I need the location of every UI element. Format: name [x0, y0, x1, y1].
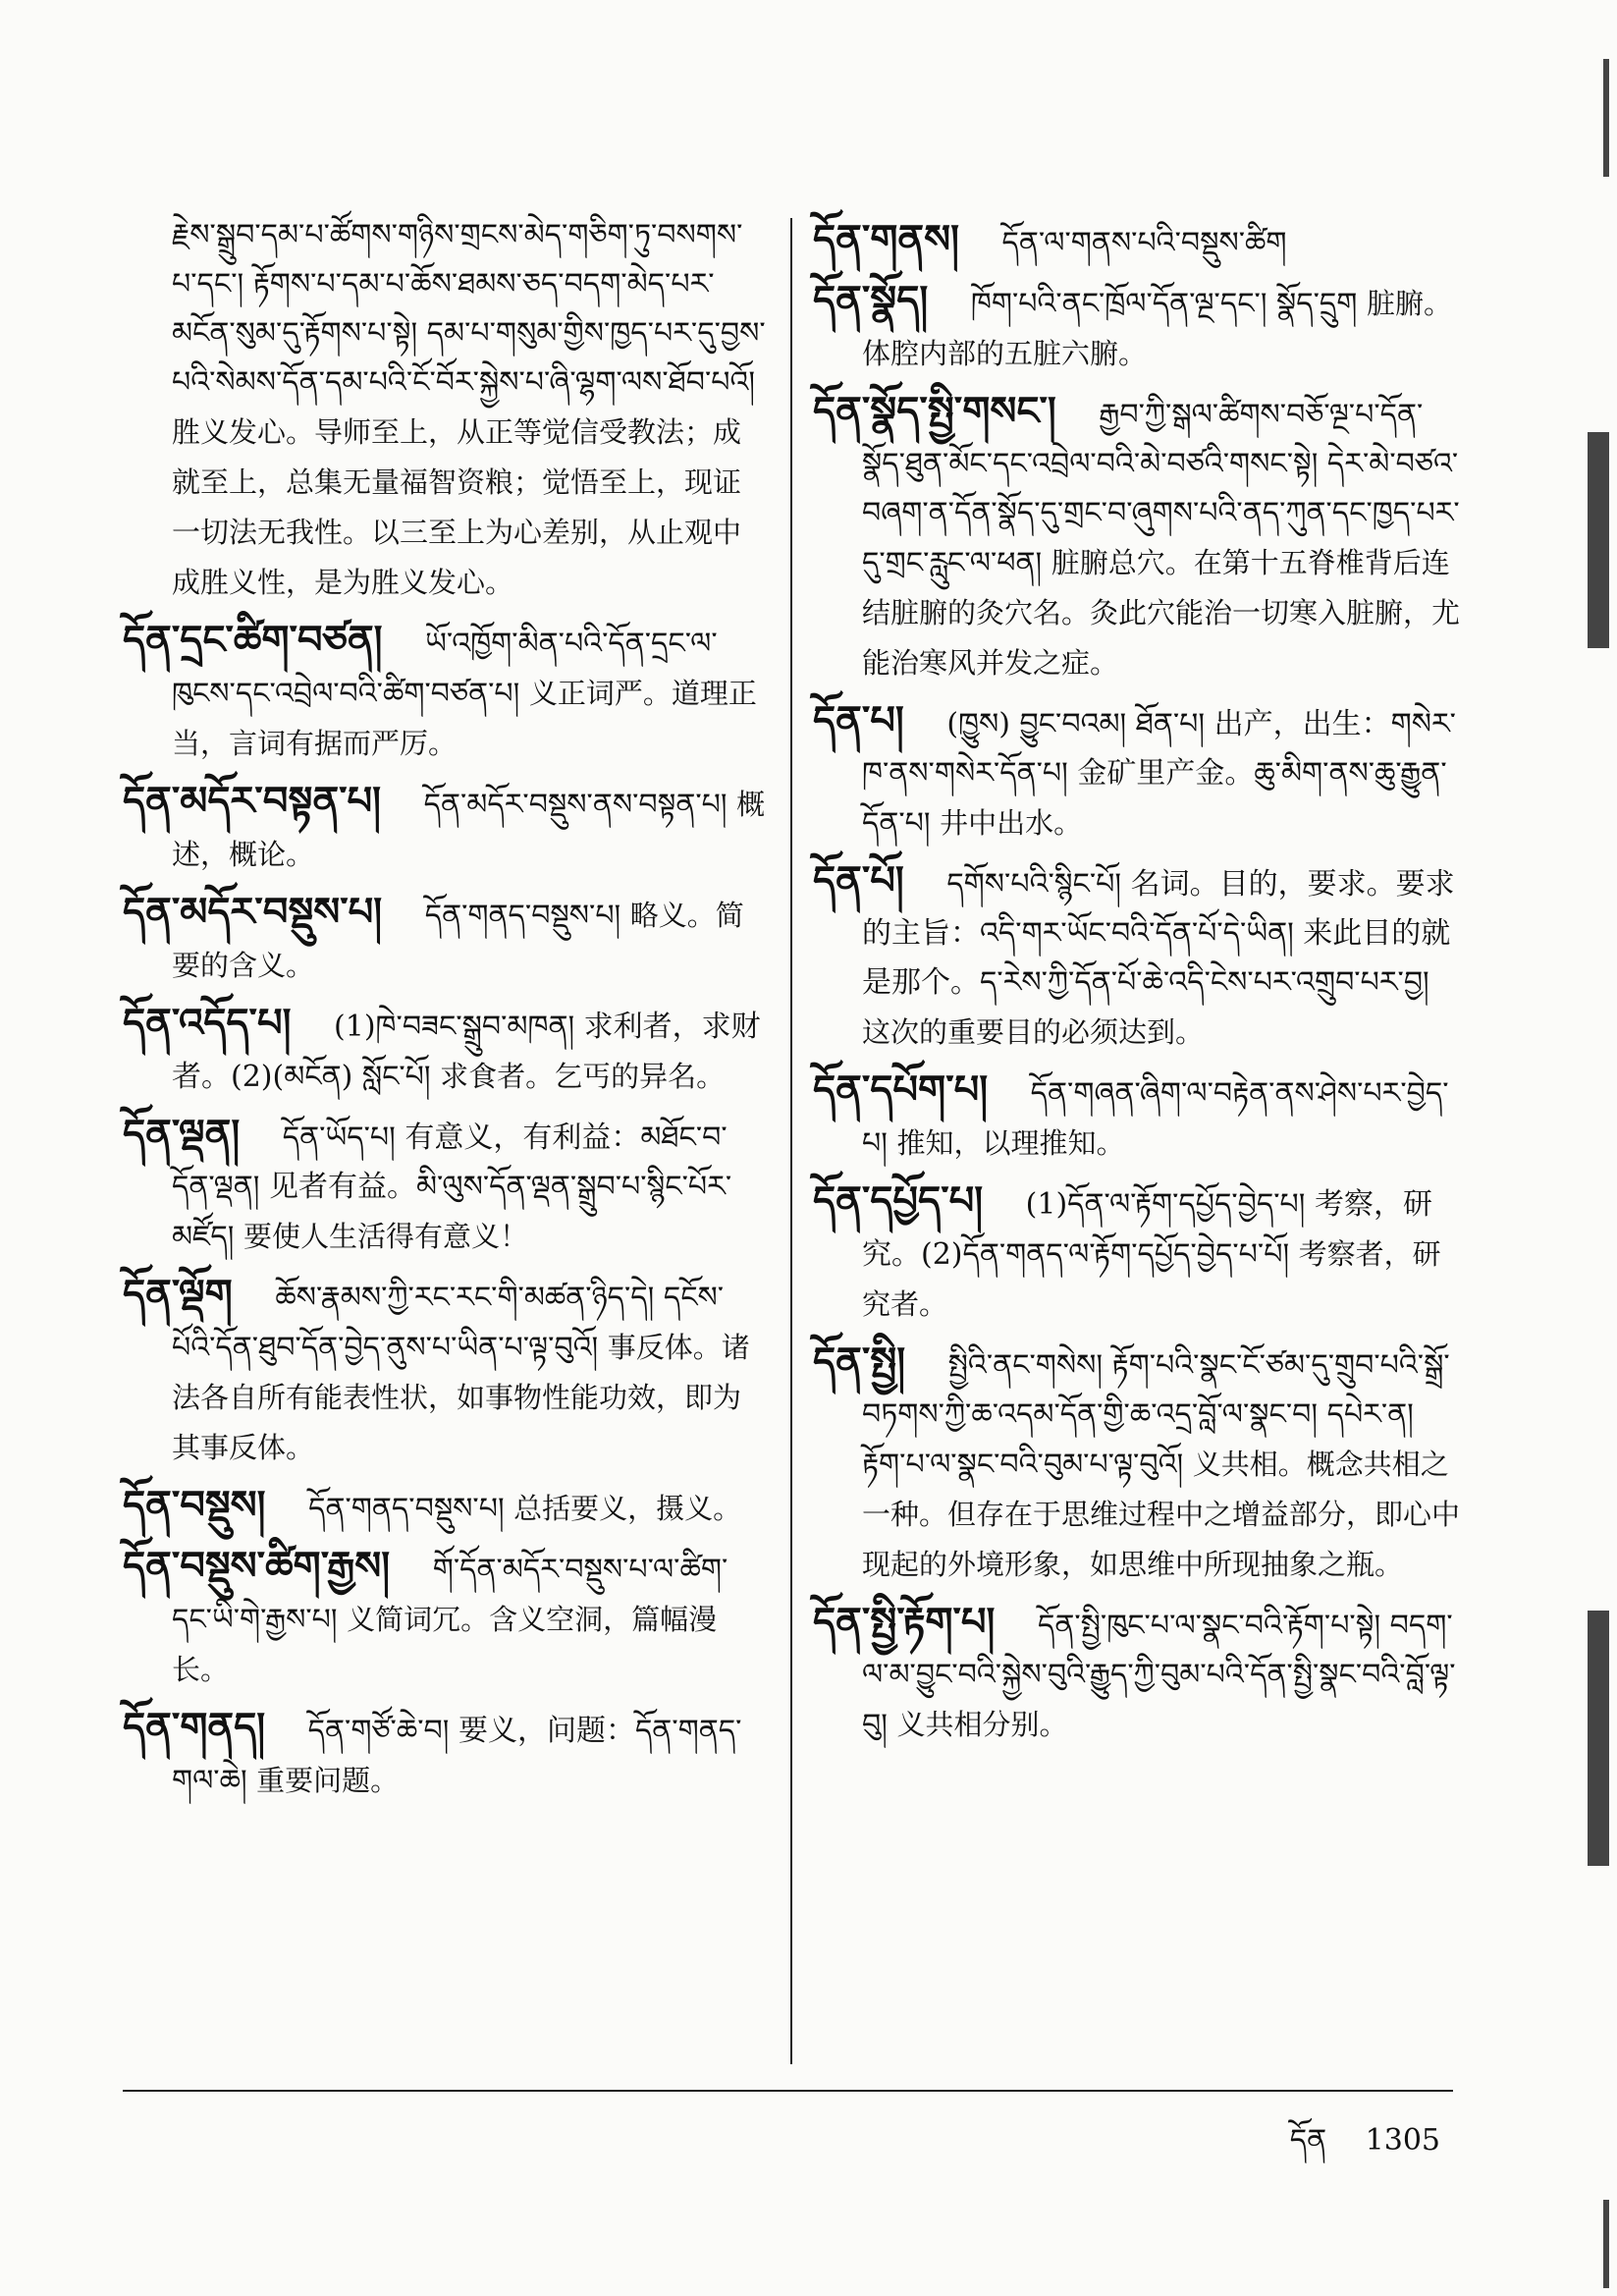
- entry-headword: དོན་དཔྱོད་པ།: [813, 1177, 984, 1224]
- scan-mark: [1603, 59, 1609, 177]
- entry-chinese: 略义。简要的含义。: [172, 899, 744, 982]
- entry-chinese: 义共相。概念共相之一种。但存在于思维过程中之增益部分，即心中现起的外境形象，如思维中所现抽象之瓶。: [862, 1448, 1461, 1581]
- entry-tibetan: དགོས་པའི་སྙིང་པོ། 名词。目的，要求。要求的主旨：འདི་གར་ཡོང་བའི་དོན་པོ་དེ་ཡིན། 来此目的就是那个。ད་རེས་ཀྱི་དོན་པོ་ཆེ་འདི་ངེས་པར་འགྲུབ་པར་བྱ།: [862, 867, 1455, 1000]
- entry-headword: དོན་མདོར་བསྡུས་པ།: [123, 889, 383, 935]
- dictionary-entry: [123, 1703, 766, 1806]
- entry-tibetan: དོན་སྤྱི་ཁུང་པ་ལ་སྣང་བའི་རྟོག་པ་སྟེ། བདག་ལ་མ་བྱུང་བའི་སྐྱེས་བུའི་རྒྱུད་ཀྱི་བུམ་པའི་དོན་སྤྱི་སྣང་བའི་བློ་ལྟ་བུ།: [862, 1609, 1456, 1742]
- entry-chinese: 概述，概论。: [172, 788, 766, 871]
- entry-headword: དོན་དྲང་ཚིག་བཙན།: [123, 617, 383, 663]
- entry-chinese: 脏腑总穴。在第十五脊椎背后连结脏腑的灸穴名。灸此穴能治一切寒入脏腑，尤能治寒风并发之症。: [862, 546, 1461, 680]
- entry-tibetan: (ཁྱུས) བྱུང་བའམ། ཐོན་པ། 出产，出生：གསེར་ཁ་ནས་གསེར་དོན་པ། 金矿里产金。ཆུ་མིག་ནས་ཆུ་རྒྱུན་དོན་པ།: [862, 707, 1456, 841]
- dictionary-entry: [813, 856, 1461, 1058]
- entry-chinese: 求食者。乞丐的异名。: [440, 1060, 726, 1093]
- footer-section-label: དོན: [1289, 2123, 1327, 2158]
- entry-tibetan: དོན་གཞན་ཞིག་ལ་བརྟེན་ནས་ཤེས་པར་བྱེད་པ།: [862, 1076, 1449, 1161]
- dictionary-entry: [813, 1598, 1461, 1750]
- entry-chinese: 胜义发心。导师至上，从正等觉信受教法；成就至上，总集无量福智资粮；觉悟至上，现证一切法无我性。以三至上为心差别，从止观中成胜义性，是为胜义发心。: [172, 415, 742, 599]
- dictionary-entry: [813, 1066, 1461, 1169]
- entry-headword: དོན་ལྡན།: [123, 1111, 241, 1157]
- continuation-text: [123, 211, 766, 608]
- dictionary-entry: [813, 1338, 1461, 1590]
- dictionary-entry: [123, 1542, 766, 1695]
- entry-tibetan: དོན་གནད་བསྡུས་པ།: [424, 899, 621, 933]
- scan-mark: [1603, 2200, 1609, 2288]
- dictionary-entry: [123, 616, 766, 769]
- footer-rule: [123, 2090, 1453, 2092]
- entry-headword: དོན་ལྡོག: [123, 1271, 233, 1317]
- dictionary-entry: [123, 1110, 766, 1262]
- dictionary-entry: [123, 1481, 766, 1534]
- column-divider: [790, 218, 792, 2064]
- entry-chinese: 义简词冗。含义空洞，篇幅漫长。: [172, 1603, 718, 1686]
- dictionary-entry: [123, 999, 766, 1102]
- dictionary-entry: [813, 276, 1461, 379]
- entry-headword: དོན་བསྡུས་ཚིག་རྒྱས།: [123, 1543, 391, 1589]
- entry-tibetan: དོན་མདོར་བསྡུས་ནས་བསྟན་པ།: [423, 788, 728, 822]
- dictionary-entry: [123, 777, 766, 880]
- entry-headword: དོན་འདོད་པ།: [123, 1000, 292, 1046]
- entry-headword: དོན་སྣོད་སྤྱི་གསང་།: [813, 388, 1056, 434]
- entry-chinese: 这次的重要目的必须达到。: [862, 1015, 1205, 1049]
- page-footer: [1261, 2107, 1440, 2190]
- entry-headword: དོན་སྤྱི།: [813, 1339, 906, 1385]
- entry-chinese: 总括要义，摄义。: [513, 1492, 742, 1525]
- dictionary-entry: [813, 215, 1461, 268]
- entry-tibetan: གོ་དོན་མདོར་བསྡུས་པ་ལ་ཚིག་དང་ཡི་གེ་རྒྱས་པ།: [172, 1553, 728, 1637]
- dictionary-entry: [813, 1176, 1461, 1330]
- entry-tibetan: དོན་ལ་གནས་པའི་བསྡུས་ཚིག: [1001, 226, 1287, 260]
- dictionary-entry: [123, 888, 766, 991]
- entry-headword: དོན་པོ།: [813, 857, 904, 903]
- right-column: [813, 211, 1461, 1758]
- entry-chinese: 义正词严。道理正当，言词有据而严厉。: [172, 677, 757, 760]
- entry-chinese: 考察者，研究者。: [862, 1237, 1441, 1321]
- dictionary-entry: [813, 696, 1461, 848]
- entry-headword: དོན་སྣོད།: [813, 277, 929, 323]
- entry-headword: དོན་གནས།: [813, 216, 959, 262]
- page-number: 1305: [1365, 2123, 1440, 2158]
- scan-mark: [1588, 432, 1609, 648]
- entry-tibetan: དོན་ཡོད་པ། 有意义，有利益：མཐོང་བ་དོན་ལྡན། 见者有益。མི་ལུས་དོན་ལྡན་སྒྲུབ་པ་སྙིང་པོར་མཛོད།: [172, 1121, 732, 1254]
- scan-edge-marks: [1578, 0, 1617, 2296]
- entry-headword: དོན་དཔོག་པ།: [813, 1066, 989, 1113]
- entry-tibetan: དོན་གཙོ་ཆེ་བ། 要义，问题：དོན་གནད་གལ་ཆེ།: [172, 1714, 742, 1798]
- entry-tibetan: རྒྱབ་ཀྱི་སྒལ་ཚིགས་བཅོ་ལྔ་པ་དོན་སྣོད་ཐུན་མོང་དང་འབྲེལ་བའི་མེ་བཙའི་གསང་སྟེ། དེར་མེ་བཙའ་བཞག་ན་དོན་སྣོད་དུ་གྲང་བ་ཞུགས་པའི་ནད་ཀུན་དང་ཁྱད་པར་དུ་གྲང་རླུང་ལ་ཕན།: [862, 398, 1460, 580]
- entry-headword: དོན་པ།: [813, 697, 904, 743]
- entry-tibetan: རྗེས་སྒྲུབ་དམ་པ་ཚོགས་གཉིས་གྲངས་མེད་གཅིག་ཏུ་བསགས་པ་དང་། རྟོགས་པ་དམ་པ་ཆོས་ཐམས་ཅད་བདག་མེད་པར་མངོན་སུམ་དུ་རྟོགས་པ་སྟེ། དམ་པ་གསུམ་གྱིས་ཁྱད་པར་དུ་བྱས་པའི་སེམས་དོན་དམ་པའི་ངོ་བོར་སྐྱེས་པ་ཞི་ལྷག་ལས་ཐོབ་པའོ།: [172, 218, 766, 400]
- entry-tibetan: ཡོ་འཁྱོག་མིན་པའི་དོན་དྲང་ལ་ཁུངས་དང་འབྲེལ་བའི་ཚིག་བཙན་པ།: [172, 627, 718, 711]
- entry-chinese: 脏腑。体腔内部的五脏六腑。: [862, 287, 1452, 370]
- entry-headword: དོན་གནད།: [123, 1704, 266, 1750]
- entry-headword: དོན་མདོར་བསྟན་པ།: [123, 778, 382, 824]
- entry-tibetan: ཁོག་པའི་ནང་ཁྲོལ་དོན་ལྔ་དང་། སྣོད་དྲུག: [970, 287, 1358, 321]
- entry-headword: དོན་བསྡུས།: [123, 1482, 266, 1528]
- entry-chinese: 井中出水。: [940, 806, 1083, 840]
- entry-tibetan: སྤྱིའི་ནང་གསེས། རྟོག་པའི་སྣང་ངོ་ཙམ་དུ་གྲུབ་པའི་སྒྲོ་བཏགས་ཀྱི་ཆ་འདམ་དོན་གྱི་ཆ་འདྲ་བློ་ལ་སྣང་བ། དཔེར་ན། རྟོག་པ་ལ་སྣང་བའི་བུམ་པ་ལྟ་བུའོ།: [862, 1348, 1450, 1482]
- entry-chinese: 事反体。诸法各自所有能表性状，如事物性能功效，即为其事反体。: [172, 1331, 750, 1464]
- entry-tibetan: དོན་གནད་བསྡུས་པ།: [308, 1492, 505, 1526]
- entry-chinese: 要使人生活得有意义！: [243, 1220, 528, 1253]
- entry-chinese: 义共相分别。: [896, 1708, 1068, 1741]
- entry-tibetan: (1)དོན་ལ་རྟོག་དཔྱོད་བྱེད་པ། 考察，研究。(2)དོན་གནད་ལ་རྟོག་དཔྱོད་བྱེད་པ་པོ།: [862, 1187, 1432, 1272]
- entry-tibetan: (1)ཁེ་བཟང་སྒྲུབ་མཁན། 求利者，求财者。(2)(མངོན) སློང་པོ།: [172, 1010, 761, 1094]
- entry-chinese: 推知，以理推知。: [896, 1126, 1125, 1160]
- entry-chinese: 重要问题。: [256, 1764, 400, 1797]
- entry-tibetan: ཆོས་རྣམས་ཀྱི་རང་རང་གི་མཚན་ཉིད་དེ། དངོས་པོའི་དོན་ཐུབ་དོན་བྱེད་ནུས་པ་ཡིན་པ་ལྟ་བུའོ།: [172, 1281, 725, 1365]
- scan-mark: [1588, 1611, 1609, 1866]
- left-column: [123, 211, 766, 1814]
- dictionary-entry: [123, 1270, 766, 1473]
- dictionary-entry: [813, 387, 1461, 688]
- entry-headword: དོན་སྤྱི་རྟོག་པ།: [813, 1599, 996, 1645]
